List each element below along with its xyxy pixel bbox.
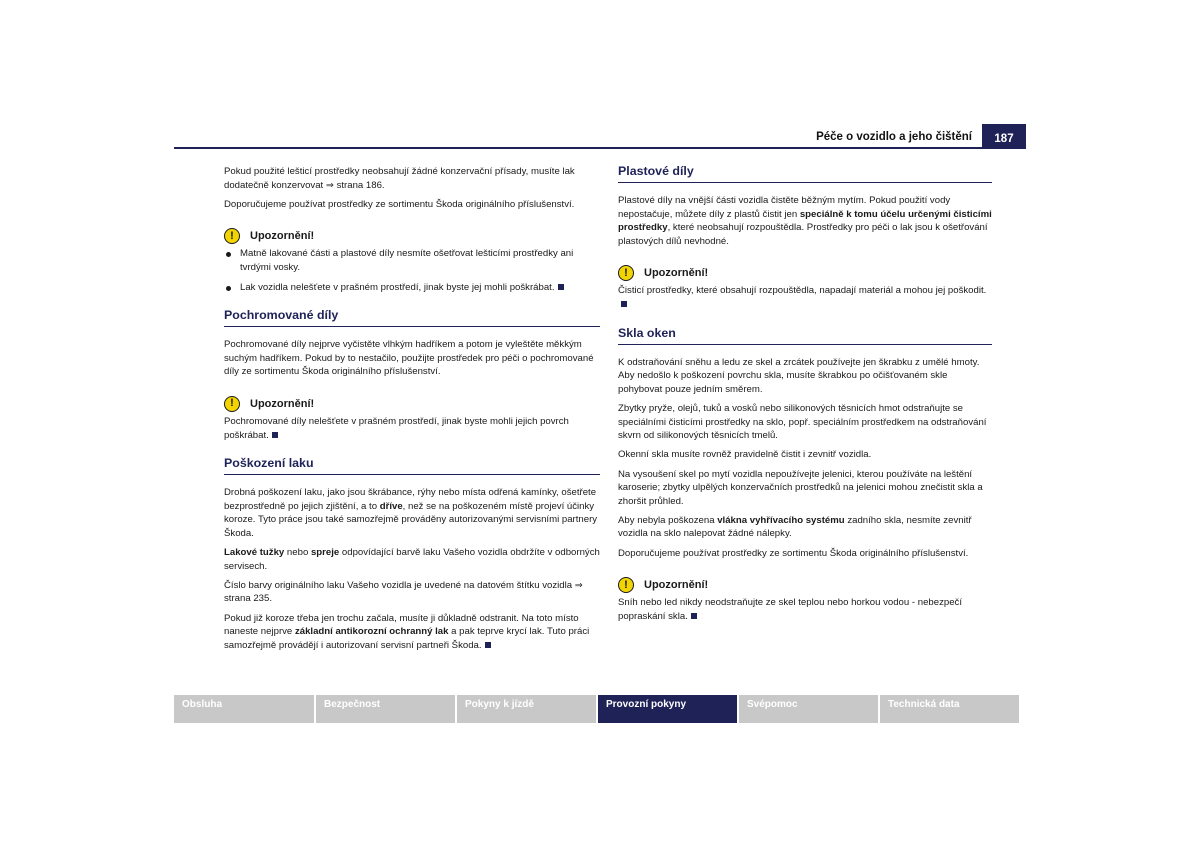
page-number: 187 <box>982 124 1026 148</box>
paint-paragraph-1: Drobná poškození laku, jako jsou škrábance, rýhy nebo místa odřená kamínky, ošetřete bezprostředně po jejich zjištění, a to dříve, než se na poškozeném místě projeví účinky koroze. Tyto práce jsou také samozřejmě prováděny autorizovanými servisními partnery Škoda. <box>224 487 598 539</box>
warning-title: Upozornění! <box>250 397 315 410</box>
intro-paragraph-1: Pokud použité lešticí prostředky neobsahují žádné konzervační přísady, musíte lak dodatečně konzervovat ⇒ strana 186. <box>224 166 575 191</box>
header-rule <box>174 147 1026 149</box>
nav-tab-bezpecnost[interactable]: Bezpečnost <box>316 695 455 723</box>
bottom-navigation <box>174 695 1026 723</box>
warning-heading <box>224 228 600 244</box>
section-end-mark <box>691 613 697 619</box>
section-heading-paint: Poškození laku <box>224 456 600 475</box>
intro-paragraph-2: Doporučujeme používat prostředky ze sortimentu Škoda originálního příslušenství. <box>224 198 575 210</box>
warning-title: Upozornění! <box>644 267 709 280</box>
nav-tab-pokyny-k-jizde[interactable]: Pokyny k jízdě <box>457 695 596 723</box>
warning-heading <box>618 265 992 281</box>
warning-icon: ! <box>224 396 240 412</box>
section-end-mark <box>621 301 627 307</box>
warning-icon: ! <box>224 228 240 244</box>
glass-paragraph-6: Doporučujeme používat prostředky ze sortimentu Škoda originálního příslušenství. <box>618 547 969 559</box>
warning-title: Upozornění! <box>250 230 315 243</box>
nav-tab-provozni-pokyny[interactable]: Provozní pokyny <box>598 695 737 723</box>
nav-tab-obsluha[interactable]: Obsluha <box>174 695 314 723</box>
warning-bullet: Matně lakované části a plastové díly nesmíte ošetřovat lešticími prostředky ani tvrdými vosky. <box>224 247 600 274</box>
glass-paragraph-5: Aby nebyla poškozena vlákna vyhřívacího systému zadního skla, nesmíte zevnitř vozidla na sklo nalepovat žádné nálepky. <box>618 514 972 540</box>
warning-icon: ! <box>618 577 634 593</box>
section-end-mark <box>485 642 491 648</box>
warning-icon: ! <box>618 265 634 281</box>
warning-text: Sníh nebo led nikdy neodstraňujte ze skel teplou nebo horkou vodou - nebezpečí popraskání skla. <box>618 597 963 622</box>
warning-heading <box>224 396 600 412</box>
warning-title: Upozornění! <box>644 579 709 592</box>
section-heading-chrome: Pochromované díly <box>224 308 600 327</box>
section-heading-glass: Skla oken <box>618 326 992 345</box>
paint-paragraph-4: Pokud již koroze třeba jen trochu začala, musíte ji důkladně odstranit. Na toto místo naneste nejprve základní antikorozní ochranný lak a pak teprve krycí lak. Tuto práci samozřejmě provádějí i autorizovaní servisní partneři Škoda. <box>224 612 590 651</box>
paint-paragraph-3: Číslo barvy originálního laku Vašeho vozidla je uvedené na datovém štítku vozidla ⇒ strana 235. <box>224 579 583 605</box>
section-heading-plastic: Plastové díly <box>618 164 992 183</box>
warning-bullet: Lak vozidla nelešťete v prašném prostředí, jinak byste jej mohli poškrábat. <box>224 281 600 295</box>
section-end-mark <box>272 432 278 438</box>
warning-heading <box>618 577 992 593</box>
right-column <box>618 164 992 629</box>
section-end-mark <box>558 284 564 290</box>
glass-paragraph-3: Okenní skla musíte rovněž pravidelně čistit i zevnitř vozidla. <box>618 449 872 461</box>
glass-paragraph-2: Zbytky pryže, olejů, tuků a vosků nebo silikonových těsnicích hmot odstraňujte se speciálními čisticími prostředky na sklo, popř. speciálním prostředkem na odstraňování skvrn od silikonových těsnicích tmelů. <box>618 402 987 442</box>
glass-paragraph-1: K odstraňování sněhu a ledu ze skel a zrcátek používejte jen škrabku z umělé hmoty. Aby nedošlo k poškození povrchu skla, musíte škrabkou po očišťovaném skle pohybovat pouze jedním směrem. <box>618 356 980 395</box>
paint-paragraph-2: Lakové tužky nebo spreje odpovídající barvě laku Vašeho vozidla obdržíte v odborných servisech. <box>224 547 600 572</box>
plastic-paragraph: Plastové díly na vnější části vozidla čistěte běžným mytím. Pokud použití vody nepostačuje, můžete díly z plastů čistit jen speciálně k tomu účelu určenými čisticími prostředky, které neobsahují rozpouštědla. Prostředky pro péči o lak jsou k ošetřování plastových dílů nevhodné. <box>618 195 992 247</box>
glass-paragraph-4: Na vysoušení skel po mytí vozidla nepoužívejte jelenici, kterou používáte na leštění karoserie; zbytky ulpělých konzervačních prostředků na jelenici mohou znečistit skla a zhoršit průhled. <box>618 468 983 507</box>
warning-text: Pochromované díly nelešťete v prašném prostředí, jinak byste mohli jejich povrch poškrábat. <box>224 415 569 441</box>
warning-text: Čisticí prostředky, které obsahují rozpouštědla, napadají materiál a mohou jej poškodit. <box>618 284 992 311</box>
chapter-title: Péče o vozidlo a jeho čištění <box>816 131 972 143</box>
nav-tab-technicka-data[interactable]: Technická data <box>880 695 1019 723</box>
nav-tab-svepomoc[interactable]: Svépomoc <box>739 695 878 723</box>
chrome-paragraph: Pochromované díly nejprve vyčistěte vlhkým hadříkem a potom je vyleštěte měkkým suchým hadříkem. Pokud by to nestačilo, použijte prostředek pro péči o pochromované díly ze sortimentu Škoda originálního příslušenství. <box>224 339 594 378</box>
left-column <box>224 165 600 658</box>
